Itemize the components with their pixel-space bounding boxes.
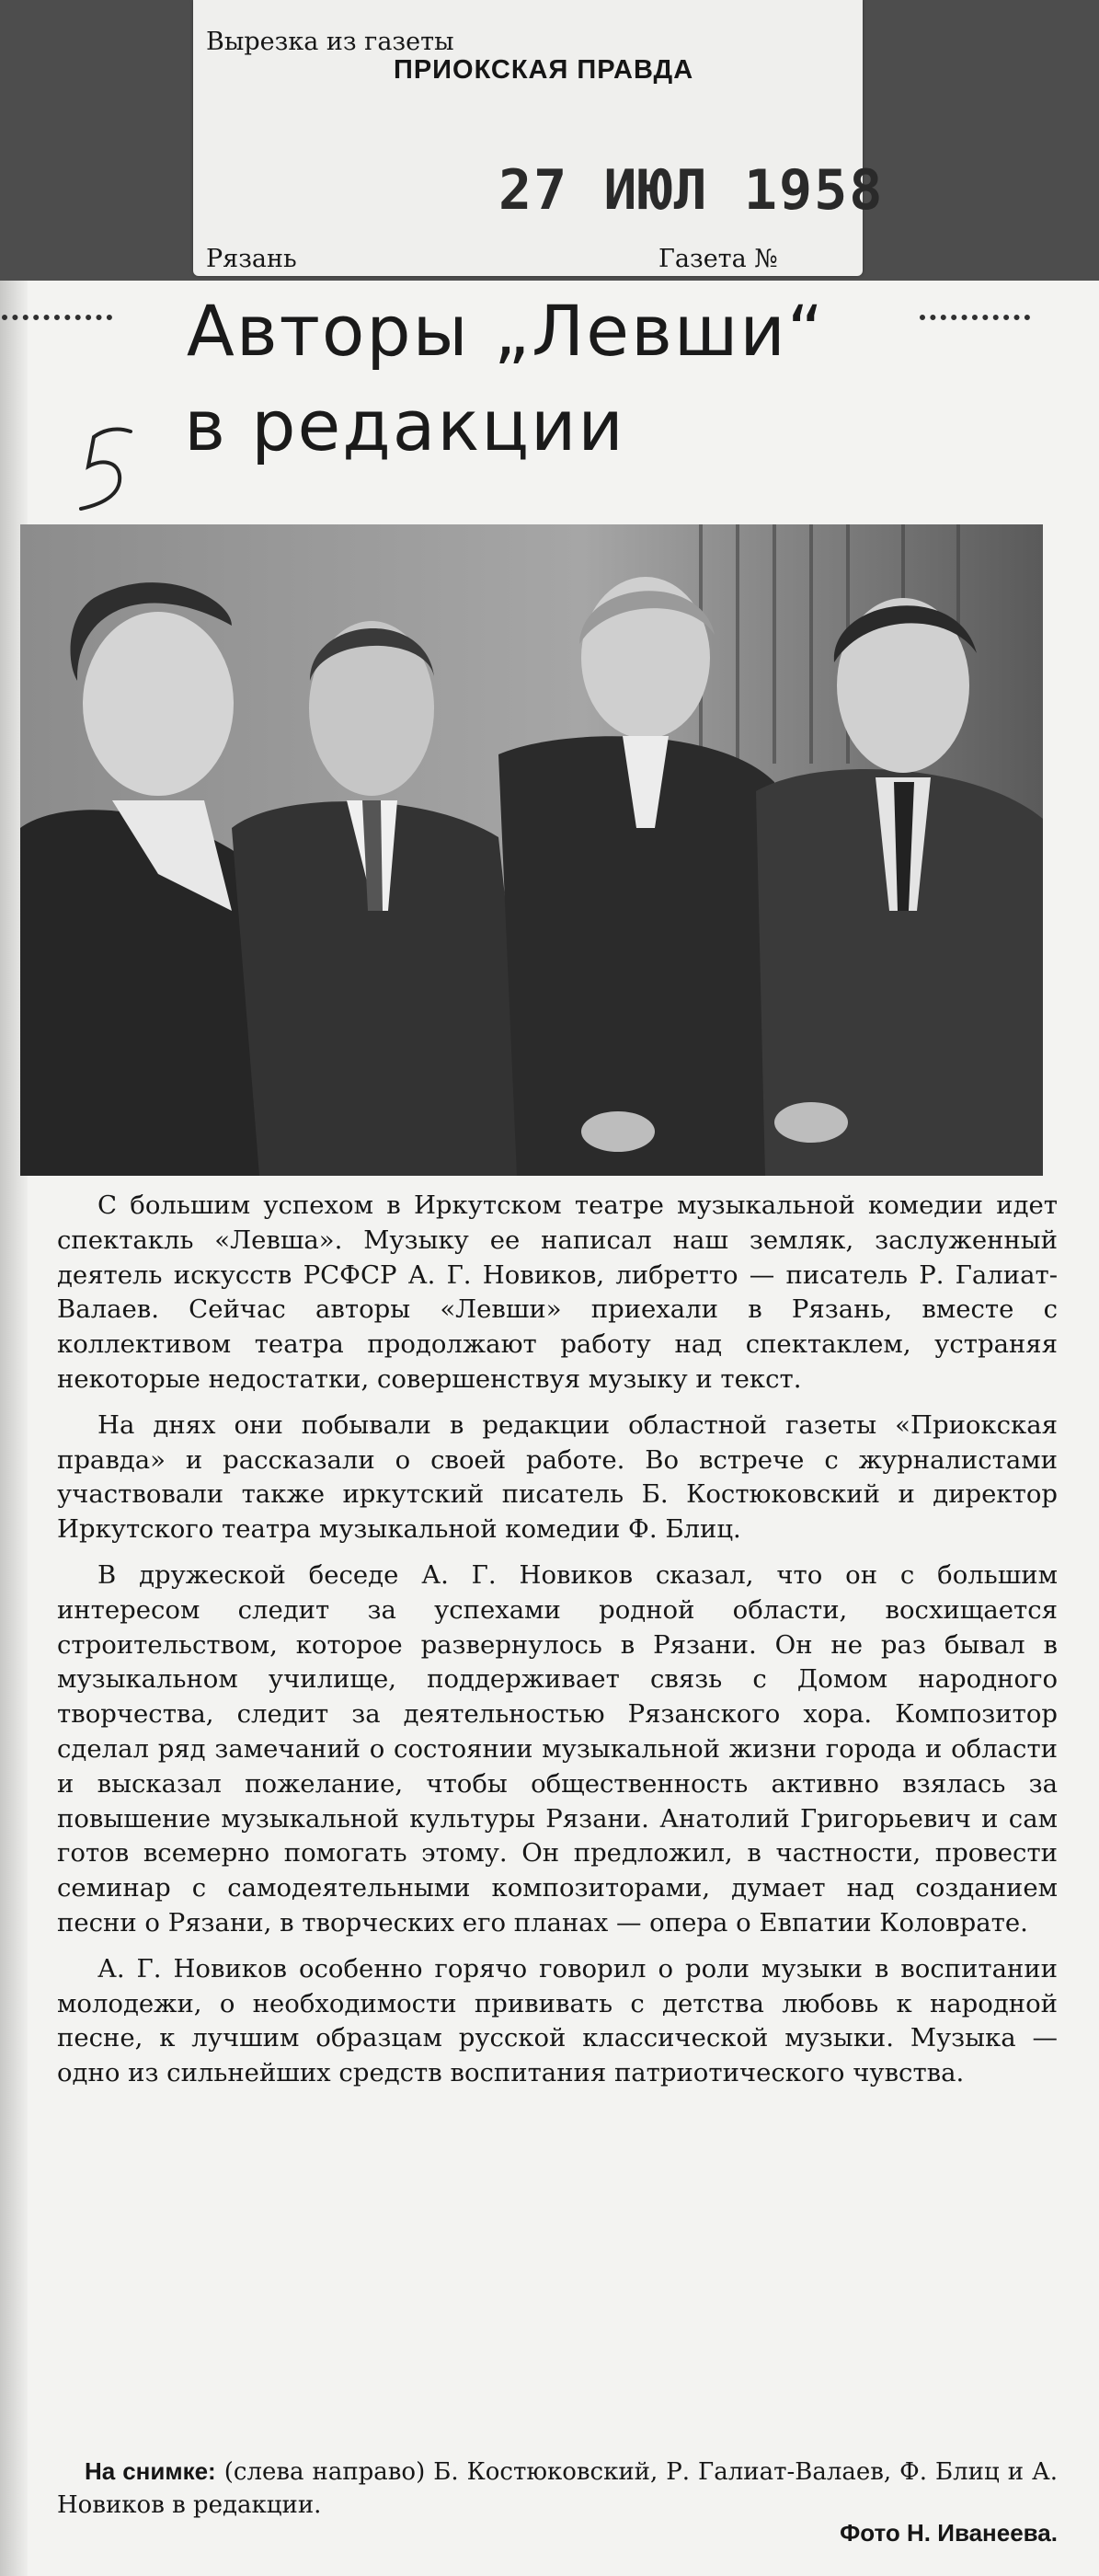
clipping-label-slip	[193, 0, 885, 276]
slip-issue-number: Газета №	[658, 245, 778, 273]
article-body	[57, 1189, 1058, 2102]
photo-caption	[57, 2455, 1058, 2522]
decorative-rule-right	[920, 315, 1030, 320]
date-stamp: 27 ИЮЛ 1958	[498, 158, 885, 223]
handwritten-page-number	[74, 419, 156, 520]
article-paragraph-4: А. Г. Новиков особенно горячо говорил о роли музыки в воспитании молодежи, о необходимости прививать с детства любовь к народной песне, к лучшим образцам русской классической музыки. Музыка — одно из сильнейших средств воспитания патриотического чувства.	[57, 1953, 1058, 2088]
group-photo	[20, 524, 1043, 1176]
headline-line-2: в редакции	[184, 385, 625, 466]
caption-lead: На снимке:	[85, 2457, 216, 2485]
slip-city: Рязань	[206, 245, 297, 273]
photo-credit: Фото Н. Иванеева.	[840, 2519, 1058, 2547]
caption-text: (слева направо) Б. Костюковский, Р. Галиат-Валаев, Ф. Блиц и А. Новиков в редакции.	[57, 2458, 1058, 2519]
newspaper-name: ПРИОКСКАЯ ПРАВДА	[394, 55, 694, 85]
slip-heading: Вырезка из газеты	[206, 28, 454, 56]
article-paragraph-2: На днях они побывали в редакции областной газеты «Приокская правда» и рассказали о своей работе. Во встрече с журналистами участвовали также иркутский писатель Б. Костюковский и директор Иркутского театра музыкальной комедии Ф. Блиц.	[57, 1409, 1058, 1545]
headline-line-1: Авторы „Левши“	[186, 290, 826, 372]
article-paragraph-3: В дружеской беседе А. Г. Новиков сказал, что он с большим интересом следит за успехами родной области, восхищается строительством, которое развернулось в Рязани. Он не раз бывал в музыкальном училище, поддерживает связь с Домом народного творчества, следит за деятельностью Рязанского хора. Композитор сделал ряд замечаний о состоянии музыкальной жизни города и области и высказал пожелание, чтобы общественность активно взялась за повышение музыкальной культуры Рязани. Анатолий Григорьевич и сам готов всемерно помогать этому. Он предложил, в частности, провести семинар с самодеятельными композиторами, думает над созданием песни о Рязани, в творческих его планах — опера о Евпатии Коловрате.	[57, 1559, 1058, 1938]
article-paragraph-1: С большим успехом в Иркутском театре музыкальной комедии идет спектакль «Левша». Музыку ее написал наш земляк, заслуженный деятель искусств РСФСР А. Г. Новиков, либретто — писатель Р. Галиат-Валаев. Сейчас авторы «Левши» приехали в Рязань, вместе с коллективом театра продолжают работу над спектаклем, устраняя некоторые недостатки, совершенствуя музыку и текст.	[57, 1190, 1058, 1394]
